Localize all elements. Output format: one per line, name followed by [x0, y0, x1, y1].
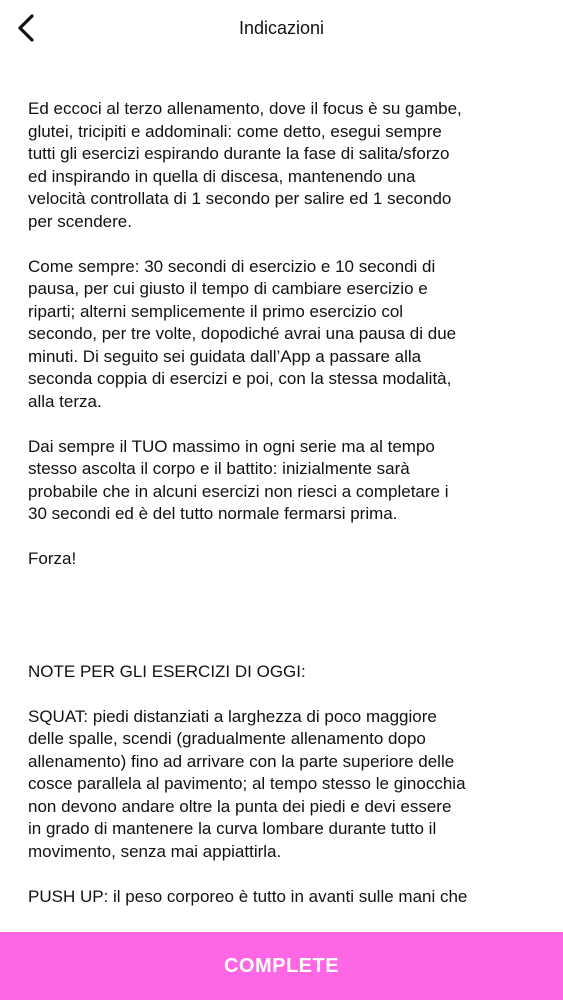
- paragraph-effort: Dai sempre il TUO massimo in ogni serie ma al tempo stesso ascolta il corpo e il battito: inizialmente sarà probabile che in alcuni esercizi non riesci a completare i 30 secondi ed è del tutto normale fermarsi prima.: [28, 436, 449, 523]
- complete-button[interactable]: [0, 932, 563, 1000]
- notes-heading: NOTE PER GLI ESERCIZI DI OGGI:: [28, 661, 306, 681]
- paragraph-squat: SQUAT: piedi distanziati a larghezza di poco maggiore delle spalle, scendi (gradualmente allenamento dopo allenamento) fino ad arrivare con la parte superiore delle cosce parallela al pavimento; al tempo stesso le ginocchia non devono andare oltre la punta dei piedi e devi essere in grado di mantenere la curva lombare durante tutto il movimento, senza mai appiattirla.: [28, 706, 466, 861]
- instructions-text[interactable]: [28, 98, 538, 930]
- paragraph-motivation: Forza!: [28, 549, 77, 568]
- spacer: [28, 593, 538, 661]
- paragraph-intro: Ed eccoci al terzo allenamento, dove il focus è su gambe, glutei, tricipiti e addominali: come detto, esegui sempre tutti gli esercizi espirando durante la fase di salita/sforzo ed inspirando in quella di discesa, mantenendo una velocità controllata di 1 secondo per salire ed 1 secondo per scendere.: [28, 99, 462, 231]
- top-nav-bar: [0, 0, 563, 62]
- paragraph-push-up: PUSH UP: il peso corporeo è tutto in avanti sulle mani che: [28, 886, 468, 906]
- page-title: Indicazioni: [238, 18, 325, 38]
- complete-button-label: COMPLETE: [223, 954, 340, 977]
- paragraph-timing: Come sempre: 30 secondi di esercizio e 10 secondi di pausa, per cui giusto il tempo di cambiare esercizio e riparti; alterni semplicemente il primo esercizio col secondo, per tre volte, dopodiché avrai una pausa di due minuti. Di seguito sei guidata dall’App a passare alla seconda coppia di esercizi e poi, con la stessa modalità, alla terza.: [28, 256, 457, 411]
